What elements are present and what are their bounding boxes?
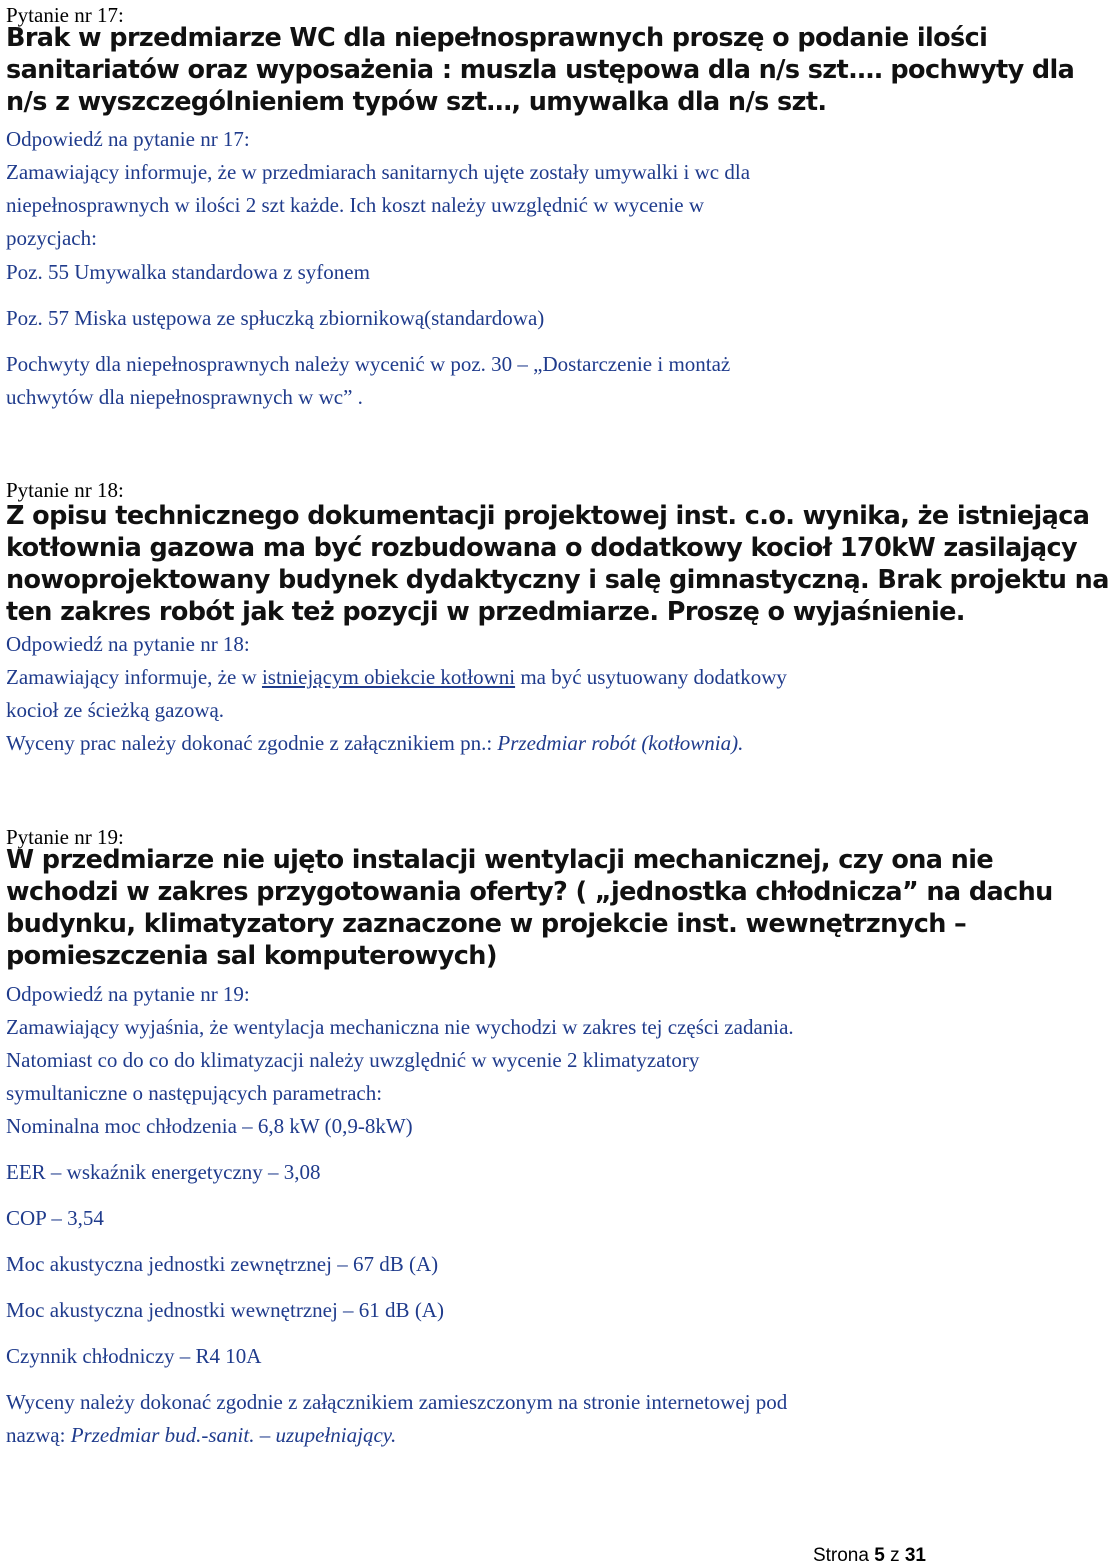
question-19-scan-text [6, 844, 1053, 972]
answer-text: Zamawiający informuje, że w [6, 665, 262, 689]
scan-line: wchodzi w zakres przygotowania oferty? ( „jednostka chłodnicza” na dachu [6, 877, 1053, 907]
answer-line [6, 661, 956, 694]
param-indoor-noise [6, 1294, 956, 1327]
param-text: Czynnik chłodniczy – R4 10A [6, 1344, 262, 1368]
param-eer [6, 1156, 956, 1189]
param-text: EER – wskaźnik energetyczny – 3,08 [6, 1160, 321, 1184]
answer-text: Wyceny prac należy dokonać zgodnie z załącznikiem pn.: [6, 731, 498, 755]
position-55 [6, 256, 956, 289]
answer-line [6, 727, 956, 760]
param-cooling-power [6, 1110, 956, 1143]
footer-of: z [890, 1545, 900, 1566]
param-cop [6, 1202, 956, 1235]
answer-line: Natomiast co do co do klimatyzacji należy uwzględnić w wycenie 2 klimatyzatory [6, 1048, 700, 1072]
answer-line: niepełnosprawnych w ilości 2 szt każde. Ich koszt należy uwzględnić w wycenie w [6, 193, 705, 217]
answer-line [6, 1419, 956, 1452]
answer-line: pozycjach: [6, 226, 97, 250]
answer-17-text [6, 156, 956, 255]
scan-line: sanitariatów oraz wyposażenia : muszla ustępowa dla n/s szt.… pochwyty dla [6, 55, 1075, 85]
question-19-label: Pytanie nr 19: [6, 825, 124, 849]
total-pages: 31 [904, 1545, 926, 1566]
param-text: Nominalna moc chłodzenia – 6,8 kW (0,9-8kW) [6, 1114, 413, 1138]
param-text: COP – 3,54 [6, 1206, 104, 1230]
answer-label-text: Odpowiedź na pytanie nr 19: [6, 982, 250, 1006]
answer-19-text [6, 1011, 956, 1110]
answer-text: ma być usytuowany dodatkowy [515, 665, 787, 689]
param-refrigerant [6, 1340, 956, 1373]
position-text: Poz. 55 Umywalka standardowa z syfonem [6, 260, 370, 284]
underlined-text: istniejącym obiekcie kotłowni [261, 665, 516, 689]
scan-line: nowoprojektowany budynek dydaktyczny i salę gimnastyczną. Brak projektu na [6, 565, 1109, 595]
question-17-label: Pytanie nr 17: [6, 3, 124, 27]
question-18-label: Pytanie nr 18: [6, 478, 124, 502]
answer-19-label [6, 978, 956, 1011]
scan-line: pomieszczenia sal komputerowych) [6, 941, 497, 971]
answer-line: symultaniczne o następujących parametrach: [6, 1081, 383, 1105]
scan-line: n/s z wyszczególnieniem typów szt…, umywalka dla n/s szt. [6, 87, 827, 117]
answer-text: nazwą: [6, 1423, 71, 1447]
answer-18-text [6, 661, 956, 760]
param-outdoor-noise [6, 1248, 956, 1281]
question-17-scan-text [6, 22, 1075, 118]
position-57 [6, 302, 956, 335]
attachment-name: Przedmiar robót (kotłownia). [497, 731, 744, 755]
handles-line: Pochwyty dla niepełnosprawnych należy wycenić w poz. 30 – „Dostarczenie i montaż [6, 352, 731, 376]
answer-label-text: Odpowiedź na pytanie nr 18: [6, 632, 250, 656]
answer-line: kocioł ze ścieżką gazową. [6, 698, 225, 722]
param-text: Moc akustyczna jednostki wewnętrznej – 61 dB (A) [6, 1298, 444, 1322]
position-text: Poz. 57 Miska ustępowa ze spłuczką zbiornikową(standardowa) [6, 306, 545, 330]
attachment-name: Przedmiar bud.-sanit. – uzupełniający. [70, 1423, 397, 1447]
scan-line: Brak w przedmiarze WC dla niepełnosprawnych proszę o podanie ilości [6, 23, 988, 53]
handles-note [6, 348, 956, 414]
scan-line: W przedmiarze nie ujęto instalacji wentylacji mechanicznej, czy ona nie [6, 845, 994, 875]
param-text: Moc akustyczna jednostki zewnętrznej – 67 dB (A) [6, 1252, 439, 1276]
current-page-number: 5 [874, 1545, 885, 1566]
footer-word: Strona [812, 1545, 869, 1566]
scan-line: Z opisu technicznego dokumentacji projektowej inst. c.o. wynika, że istniejąca [6, 501, 1090, 531]
answer-line: Wyceny należy dokonać zgodnie z załącznikiem zamieszczonym na stronie internetowej pod [6, 1390, 788, 1414]
answer-17-label [6, 123, 956, 156]
scan-line: ten zakres robót jak też pozycji w przedmiarze. Proszę o wyjaśnienie. [6, 597, 965, 627]
answer-label-text: Odpowiedź na pytanie nr 17: [6, 127, 250, 151]
page-footer [813, 1545, 926, 1567]
handles-line: uchwytów dla niepełnosprawnych w wc” . [6, 385, 363, 409]
scan-line: kotłownia gazowa ma być rozbudowana o dodatkowy kocioł 170kW zasilający [6, 533, 1077, 563]
answer-18-label [6, 628, 956, 661]
answer-line: Zamawiający wyjaśnia, że wentylacja mechaniczna nie wychodzi w zakres tej części zadania. [6, 1015, 794, 1039]
question-18-scan-text [6, 500, 1109, 628]
scan-line: budynku, klimatyzatory zaznaczone w projekcie inst. wewnętrznych – [6, 909, 967, 939]
answer-19-final [6, 1386, 956, 1452]
answer-line: Zamawiający informuje, że w przedmiarach sanitarnych ujęte zostały umywalki i wc dla [6, 160, 751, 184]
